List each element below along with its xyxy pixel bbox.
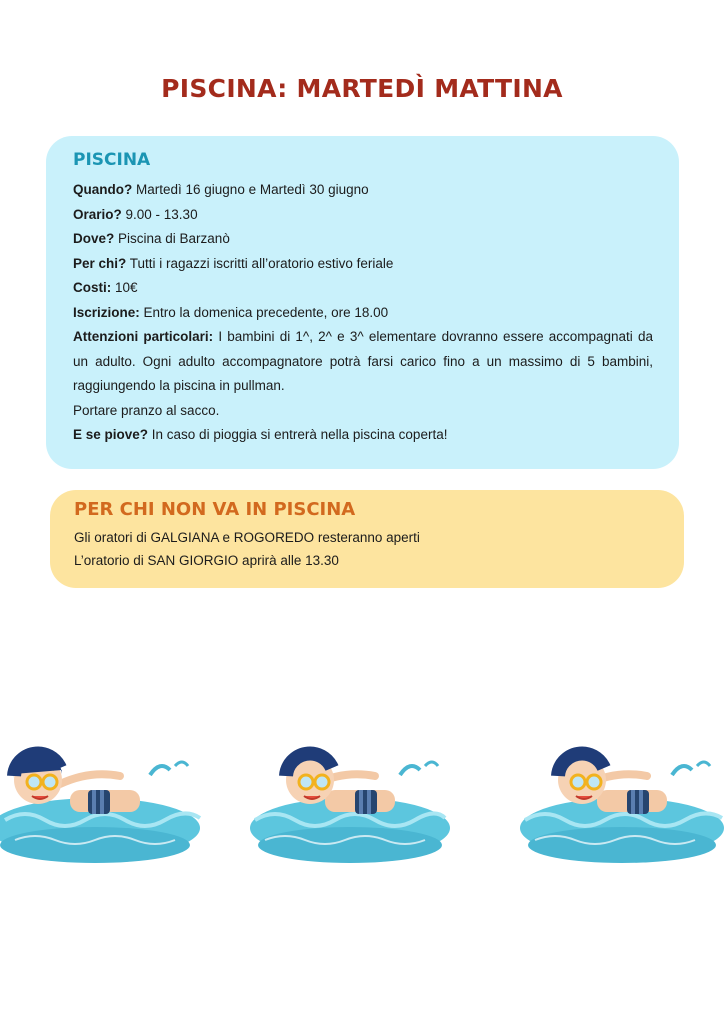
- info-text: Entro la domenica precedente, ore 18.00: [139, 304, 389, 320]
- info-line-pranzo: [73, 399, 653, 424]
- info-label: Per chi?: [73, 255, 127, 271]
- non-piscina-line: L’oratorio di SAN GIORGIO aprirà alle 13.30: [74, 553, 339, 568]
- info-label: Iscrizione:: [73, 304, 140, 320]
- info-text: Martedì 16 giugno e Martedì 30 giugno: [132, 182, 369, 197]
- info-text: 9.00 - 13.30: [121, 206, 198, 222]
- swimmer-illustration: [517, 740, 724, 880]
- piscina-heading: PISCINA: [73, 150, 151, 170]
- info-line-quando: [73, 178, 653, 203]
- info-text: I bambini di 1^, 2^ e 3^ elementare dovranno essere accompagnati da un adulto. Ogni adulto accompagnatore potrà farsi carico fino a un massimo di 5 bambini, raggiungendo la piscina in pullman.: [73, 329, 653, 393]
- info-label: Attenzioni particolari:: [73, 329, 214, 344]
- page-title: PISCINA: MARTEDÌ MATTINA: [161, 74, 563, 103]
- swimmer-illustration: [245, 740, 450, 880]
- info-label: Costi:: [73, 280, 112, 295]
- info-text: Portare pranzo al sacco.: [73, 402, 220, 418]
- info-text: 10€: [111, 280, 138, 295]
- non-piscina-heading: PER CHI NON VA IN PISCINA: [74, 499, 356, 520]
- info-line-orario: [73, 203, 653, 228]
- info-text: In caso di pioggia si entrerà nella piscina coperta!: [148, 427, 448, 442]
- info-line-per-chi: [73, 252, 653, 277]
- info-line-iscrizione: [73, 301, 653, 326]
- info-text: Piscina di Barzanò: [114, 231, 230, 246]
- non-piscina-card: [50, 490, 684, 588]
- non-piscina-line: Gli oratori di GALGIANA e ROGOREDO resteranno aperti: [74, 530, 420, 545]
- info-line-attenzioni: [73, 325, 653, 399]
- info-line-pioggia: [73, 423, 653, 448]
- info-line-costi: [73, 276, 653, 301]
- info-line-dove: [73, 227, 653, 252]
- info-text: Tutti i ragazzi iscritti all’oratorio estivo feriale: [126, 255, 394, 271]
- info-label: Orario?: [73, 206, 122, 222]
- info-label: E se piove?: [73, 427, 149, 442]
- swimmers-illustration-row: [0, 740, 724, 880]
- info-label: Quando?: [73, 182, 133, 197]
- piscina-info-card: [46, 136, 679, 469]
- swimmer-illustration: [0, 740, 205, 880]
- info-label: Dove?: [73, 231, 115, 246]
